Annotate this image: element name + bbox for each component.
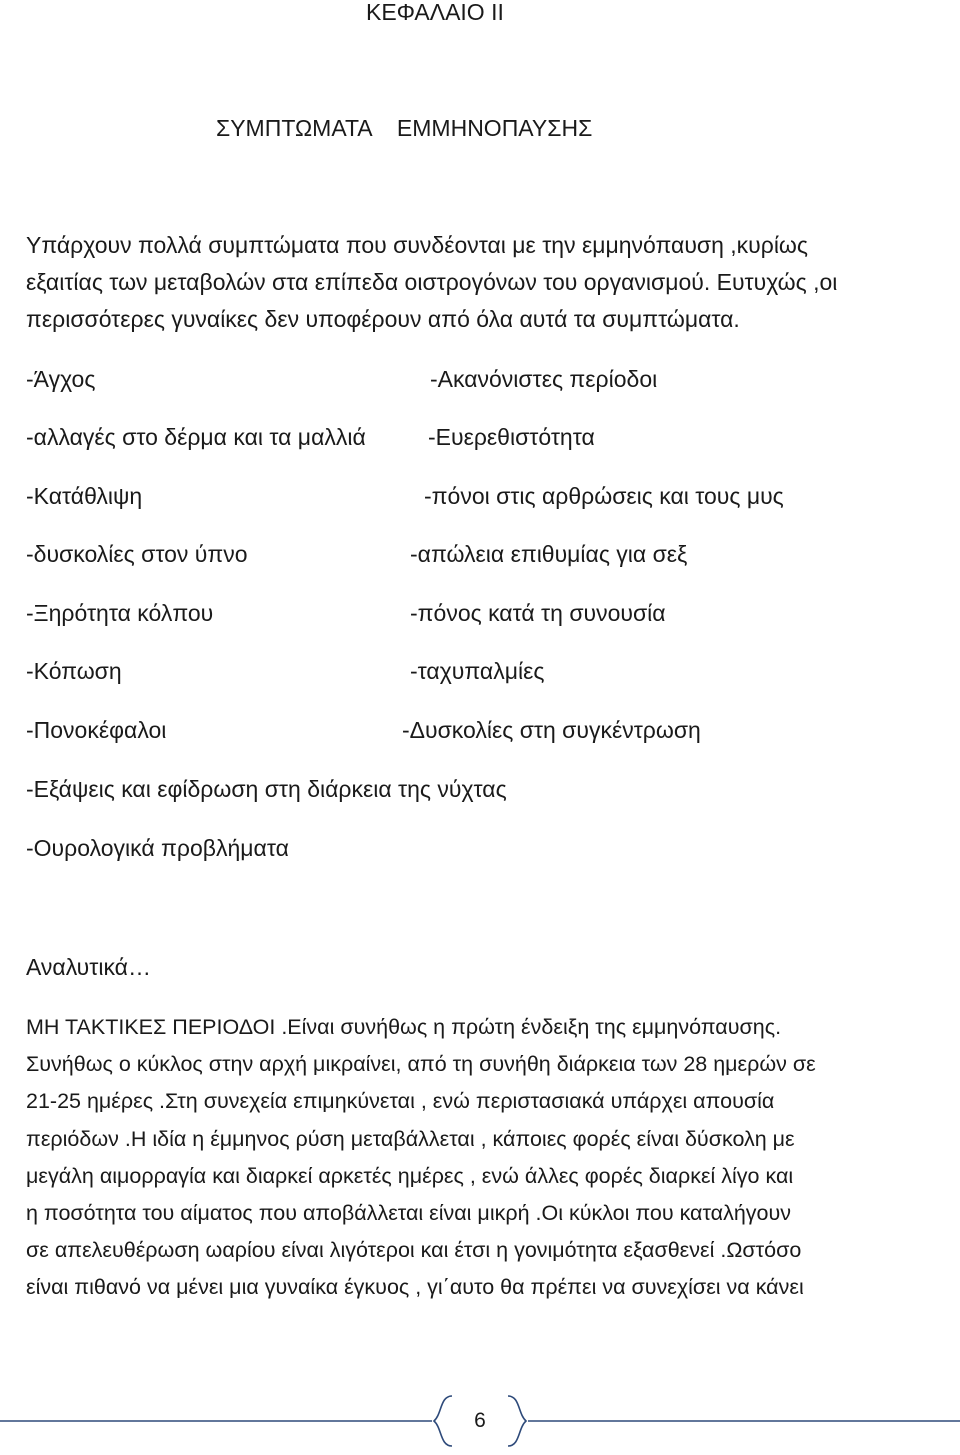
symptom-item: -Πονοκέφαλοι [26, 717, 167, 743]
symptom-item: -Ξηρότητα κόλπου [26, 600, 214, 626]
chapter-title: ΚΕΦΑΛΑΙΟ ΙΙ [366, 0, 504, 25]
intro-line: περισσότερες γυναίκες δεν υποφέρουν από όλα αυτά τα συμπτώματα. [26, 306, 740, 332]
symptom-item: -Κατάθλιψη [26, 483, 143, 509]
analysis-line: Συνήθως ο κύκλος στην αρχή μικραίνει, από τη συνήθη διάρκεια των 28 ημερών σε [26, 1052, 816, 1077]
symptom-item: -πόνος κατά τη συνουσία [410, 600, 666, 626]
symptom-item: -πόνοι στις αρθρώσεις και τους μυς [424, 483, 784, 509]
symptom-item: -Άγχος [26, 366, 96, 392]
intro-line: Υπάρχουν πολλά συμπτώματα που συνδέονται με την εμμηνόπαυση ,κυρίως [26, 232, 808, 258]
symptom-item: -Δυσκολίες στη συγκέντρωση [402, 717, 701, 743]
symptom-item: -Κόπωση [26, 658, 122, 684]
analysis-line: μεγάλη αιμορραγία και διαρκεί αρκετές ημέρες , ενώ άλλες φορές διαρκεί λίγο και [26, 1163, 794, 1188]
analysis-line: σε απελευθέρωση ωαρίου είναι λιγότεροι και έτσι η γονιμότητα εξασθενεί .Ωστόσο [26, 1238, 802, 1263]
symptom-item: -Ακανόνιστες περίοδοι [430, 366, 658, 392]
symptom-item: -Ουρολογικά προβλήματα [26, 835, 289, 861]
analysis-line: ΜΗ ΤΑΚΤΙΚΕΣ ΠΕΡΙΟΔΟΙ .Είναι συνήθως η πρώτη ένδειξη της εμμηνόπαυσης. [26, 1015, 782, 1039]
analysis-line: είναι πιθανό να μένει μια γυναίκα έγκυος , γι΄αυτο θα πρέπει να συνεχίσει να κάνει [26, 1275, 804, 1300]
symptom-item: -Εξάψεις και εφίδρωση στη διάρκεια της νύχτας [26, 776, 507, 802]
analysis-heading: Αναλυτικά… [26, 954, 151, 980]
analysis-line: 21-25 ημέρες .Στη συνεχεία επιμηκύνεται , ενώ περιστασιακά υπάρχει απουσία [26, 1089, 775, 1114]
analysis-paragraph [26, 1009, 938, 1307]
section-title: ΣΥΜΠΤΩΜΑΤΑ ΕΜΜΗΝΟΠΑΥΣΗΣ [216, 115, 593, 141]
symptom-item: -απώλεια επιθυμίας για σεξ [410, 541, 688, 567]
symptom-item: -ταχυπαλμίες [410, 658, 545, 684]
symptom-item: -Ευερεθιστότητα [428, 424, 595, 450]
symptom-item: -αλλαγές στο δέρμα και τα μαλλιά [26, 424, 366, 450]
intro-line: εξαιτίας των μεταβολών στα επίπεδα οιστρογόνων του οργανισμού. Ευτυχώς ,οι [26, 269, 838, 295]
analysis-line: η ποσότητα του αίματος που αποβάλλεται είναι μικρή .Οι κύκλοι που καταλήγουν [26, 1201, 792, 1226]
symptom-item: -δυσκολίες στον ύπνο [26, 541, 248, 567]
analysis-line: περιόδων .Η ιδία η έμμηνος ρύση μεταβάλλεται , κάποιες φορές είναι δύσκολη με [26, 1126, 795, 1151]
page-number: 6 [474, 1409, 486, 1432]
page-footer [0, 1390, 960, 1450]
